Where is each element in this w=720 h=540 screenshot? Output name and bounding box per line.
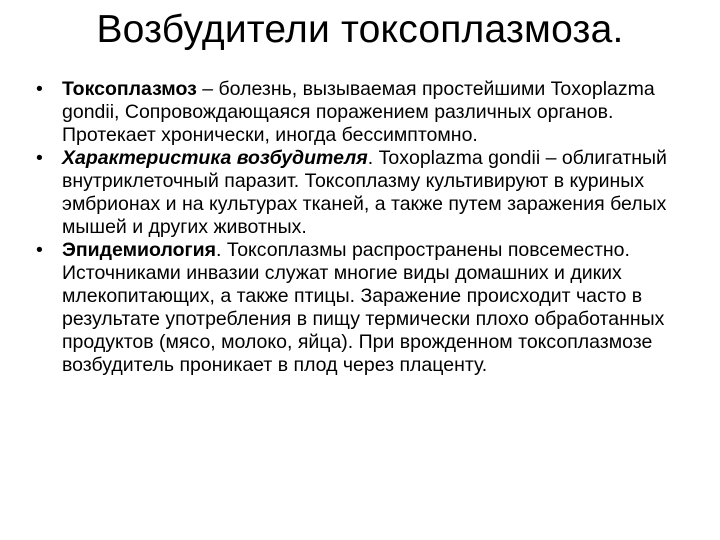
slide-title: Возбудители токсоплазмоза. <box>96 8 624 51</box>
term-epidemiology: Эпидемиология <box>62 239 216 261</box>
bullet-marker: • <box>36 147 43 169</box>
bullet-epidemiology <box>36 239 684 377</box>
bullet-toxoplasmosis <box>36 78 684 147</box>
bullet-text-epidemiology: . Токсоплазмы распространены повсеместно. Источниками инвазии служат многие виды домашних и диких млекопитающих, а также птицы. Заражение происходит часто в результате употребления в пищу термически плохо обработанных продуктов (мясо, молоко, яйца). При врожденном токсоплазмозе возбудитель проникает в плод через плаценту. <box>62 239 665 376</box>
bullet-pathogen-characteristics <box>36 147 684 239</box>
bullet-list <box>36 78 684 377</box>
bullet-marker: • <box>36 78 43 100</box>
bullet-text-toxoplasmosis: – болезнь, вызываемая простейшими Toxoplazma gondii, Сопровождающаяся поражением различных органов. Протекает хронически, иногда бессимптомно. <box>62 78 655 146</box>
term-toxoplasmosis: Токсоплазмоз <box>62 78 197 100</box>
bullet-marker: • <box>36 239 43 261</box>
term-pathogen-characteristics: Характеристика возбудителя <box>62 147 368 169</box>
bullet-text-pathogen-characteristics: . Toxoplazma gondii – облигатный внутриклеточный паразит. Токсоплазму культивируют в куриных эмбрионах и на культурах тканей, а также путем заражения белых мышей и других животных. <box>62 147 667 238</box>
